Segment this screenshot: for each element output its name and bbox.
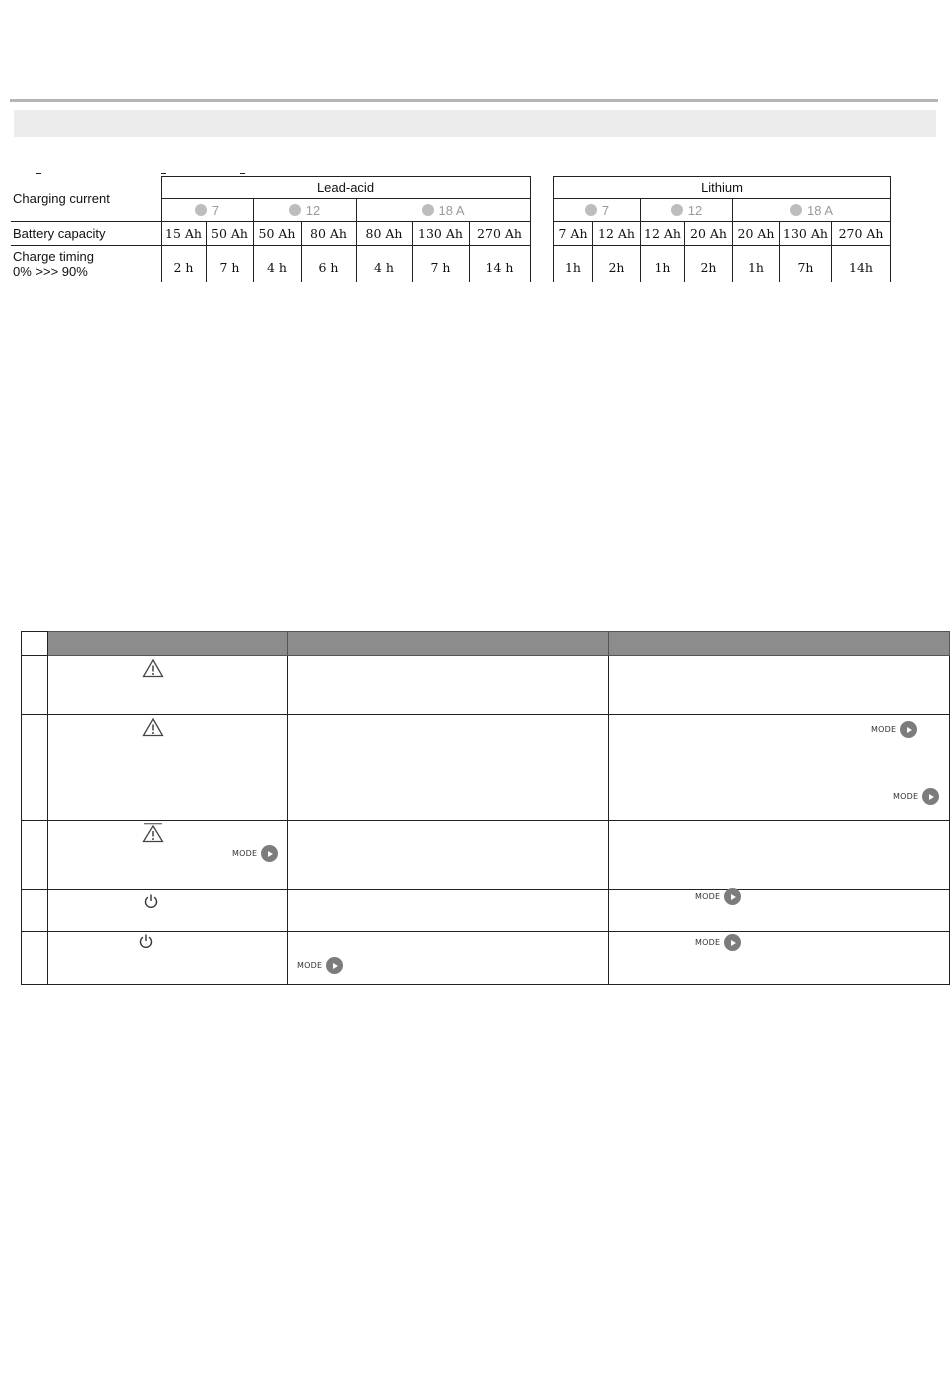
play-icon [326, 957, 343, 974]
mode-button[interactable]: MODE [695, 888, 741, 905]
tick-mark [36, 173, 41, 174]
index-cell [22, 821, 48, 890]
cause-cell [288, 821, 609, 890]
setting-dot-icon [195, 204, 207, 216]
indicator-cell [48, 890, 288, 932]
table-row [22, 656, 950, 715]
capacity-cell: 7 Ah [554, 222, 593, 246]
capacity-cell: 50 Ah [253, 222, 301, 246]
setting-dot-icon [790, 204, 802, 216]
capacity-cell: 80 Ah [356, 222, 412, 246]
time-cell: 14h [832, 246, 891, 282]
indicator-cell [48, 932, 288, 985]
table-row [22, 890, 950, 932]
mode-button[interactable]: MODE [871, 721, 917, 738]
setting-dot-icon [422, 204, 434, 216]
capacity-cell: 270 Ah [469, 222, 530, 246]
cause-cell [288, 932, 609, 985]
top-divider [10, 99, 938, 102]
cause-cell [288, 656, 609, 715]
header-cell [288, 632, 609, 656]
index-header-cell [22, 632, 48, 656]
capacity-cell: 270 Ah [832, 222, 891, 246]
power-icon [138, 933, 154, 949]
lithium-setting-18a[interactable]: 18 A [733, 199, 891, 222]
play-icon [261, 845, 278, 862]
time-cell: 1h [733, 246, 780, 282]
time-cell: 14 h [469, 246, 530, 282]
time-cell: 2 h [161, 246, 206, 282]
time-cell: 7 h [412, 246, 469, 282]
lead-acid-charge-table [11, 176, 531, 282]
warning-icon [142, 823, 164, 843]
header-cell [609, 632, 950, 656]
index-cell [22, 932, 48, 985]
play-icon [922, 788, 939, 805]
solution-cell [609, 932, 950, 985]
tick-mark [240, 173, 245, 174]
table-row [22, 715, 950, 821]
lithium-charge-table [553, 176, 891, 282]
warning-icon [142, 717, 164, 737]
setting-dot-icon [289, 204, 301, 216]
tick-mark [161, 173, 166, 174]
index-cell [22, 715, 48, 821]
indicator-cell [48, 656, 288, 715]
header-cell [48, 632, 288, 656]
mode-button[interactable]: MODE [695, 934, 741, 951]
capacity-cell: 12 Ah [641, 222, 685, 246]
cause-cell [288, 715, 609, 821]
time-cell: 7 h [206, 246, 253, 282]
capacity-cell: 20 Ah [685, 222, 733, 246]
cause-cell [288, 890, 609, 932]
play-icon [900, 721, 917, 738]
lead-acid-setting-12[interactable]: 12 [253, 199, 356, 222]
time-cell: 1h [641, 246, 685, 282]
charging-current-label: Charging current [13, 191, 110, 207]
capacity-cell: 12 Ah [593, 222, 641, 246]
mode-button[interactable]: MODE [893, 788, 939, 805]
capacity-cell: 80 Ah [301, 222, 356, 246]
mode-button[interactable]: MODE [297, 957, 343, 974]
warning-icon [142, 658, 164, 678]
table-row [22, 932, 950, 985]
setting-dot-icon [585, 204, 597, 216]
charge-timing-label: Charge timing 0% >>> 90% [11, 246, 161, 282]
lithium-setting-12[interactable]: 12 [641, 199, 733, 222]
table-row [22, 821, 950, 890]
indicator-cell [48, 715, 288, 821]
power-icon [143, 893, 159, 909]
lithium-setting-7[interactable]: 7 [554, 199, 641, 222]
time-cell: 4 h [356, 246, 412, 282]
status-table-header [22, 632, 950, 656]
lithium-title: Lithium [554, 177, 891, 199]
capacity-cell: 130 Ah [780, 222, 832, 246]
capacity-cell: 20 Ah [733, 222, 780, 246]
time-cell: 2h [685, 246, 733, 282]
section-header-band [14, 110, 936, 137]
play-icon [724, 934, 741, 951]
solution-cell [609, 890, 950, 932]
lead-acid-setting-7[interactable]: 7 [161, 199, 253, 222]
status-table [21, 631, 950, 985]
solution-cell [609, 821, 950, 890]
mode-button[interactable]: MODE [232, 845, 278, 862]
solution-cell [609, 656, 950, 715]
solution-cell [609, 715, 950, 821]
setting-dot-icon [671, 204, 683, 216]
time-cell: 4 h [253, 246, 301, 282]
index-cell [22, 890, 48, 932]
time-cell: 1h [554, 246, 593, 282]
capacity-cell: 50 Ah [206, 222, 253, 246]
time-cell: 6 h [301, 246, 356, 282]
lead-acid-title: Lead-acid [161, 177, 530, 199]
capacity-cell: 15 Ah [161, 222, 206, 246]
lead-acid-setting-18a[interactable]: 18 A [356, 199, 530, 222]
index-cell [22, 656, 48, 715]
battery-capacity-label: Battery capacity [11, 222, 161, 246]
indicator-cell [48, 821, 288, 890]
time-cell: 7h [780, 246, 832, 282]
play-icon [724, 888, 741, 905]
capacity-cell: 130 Ah [412, 222, 469, 246]
time-cell: 2h [593, 246, 641, 282]
